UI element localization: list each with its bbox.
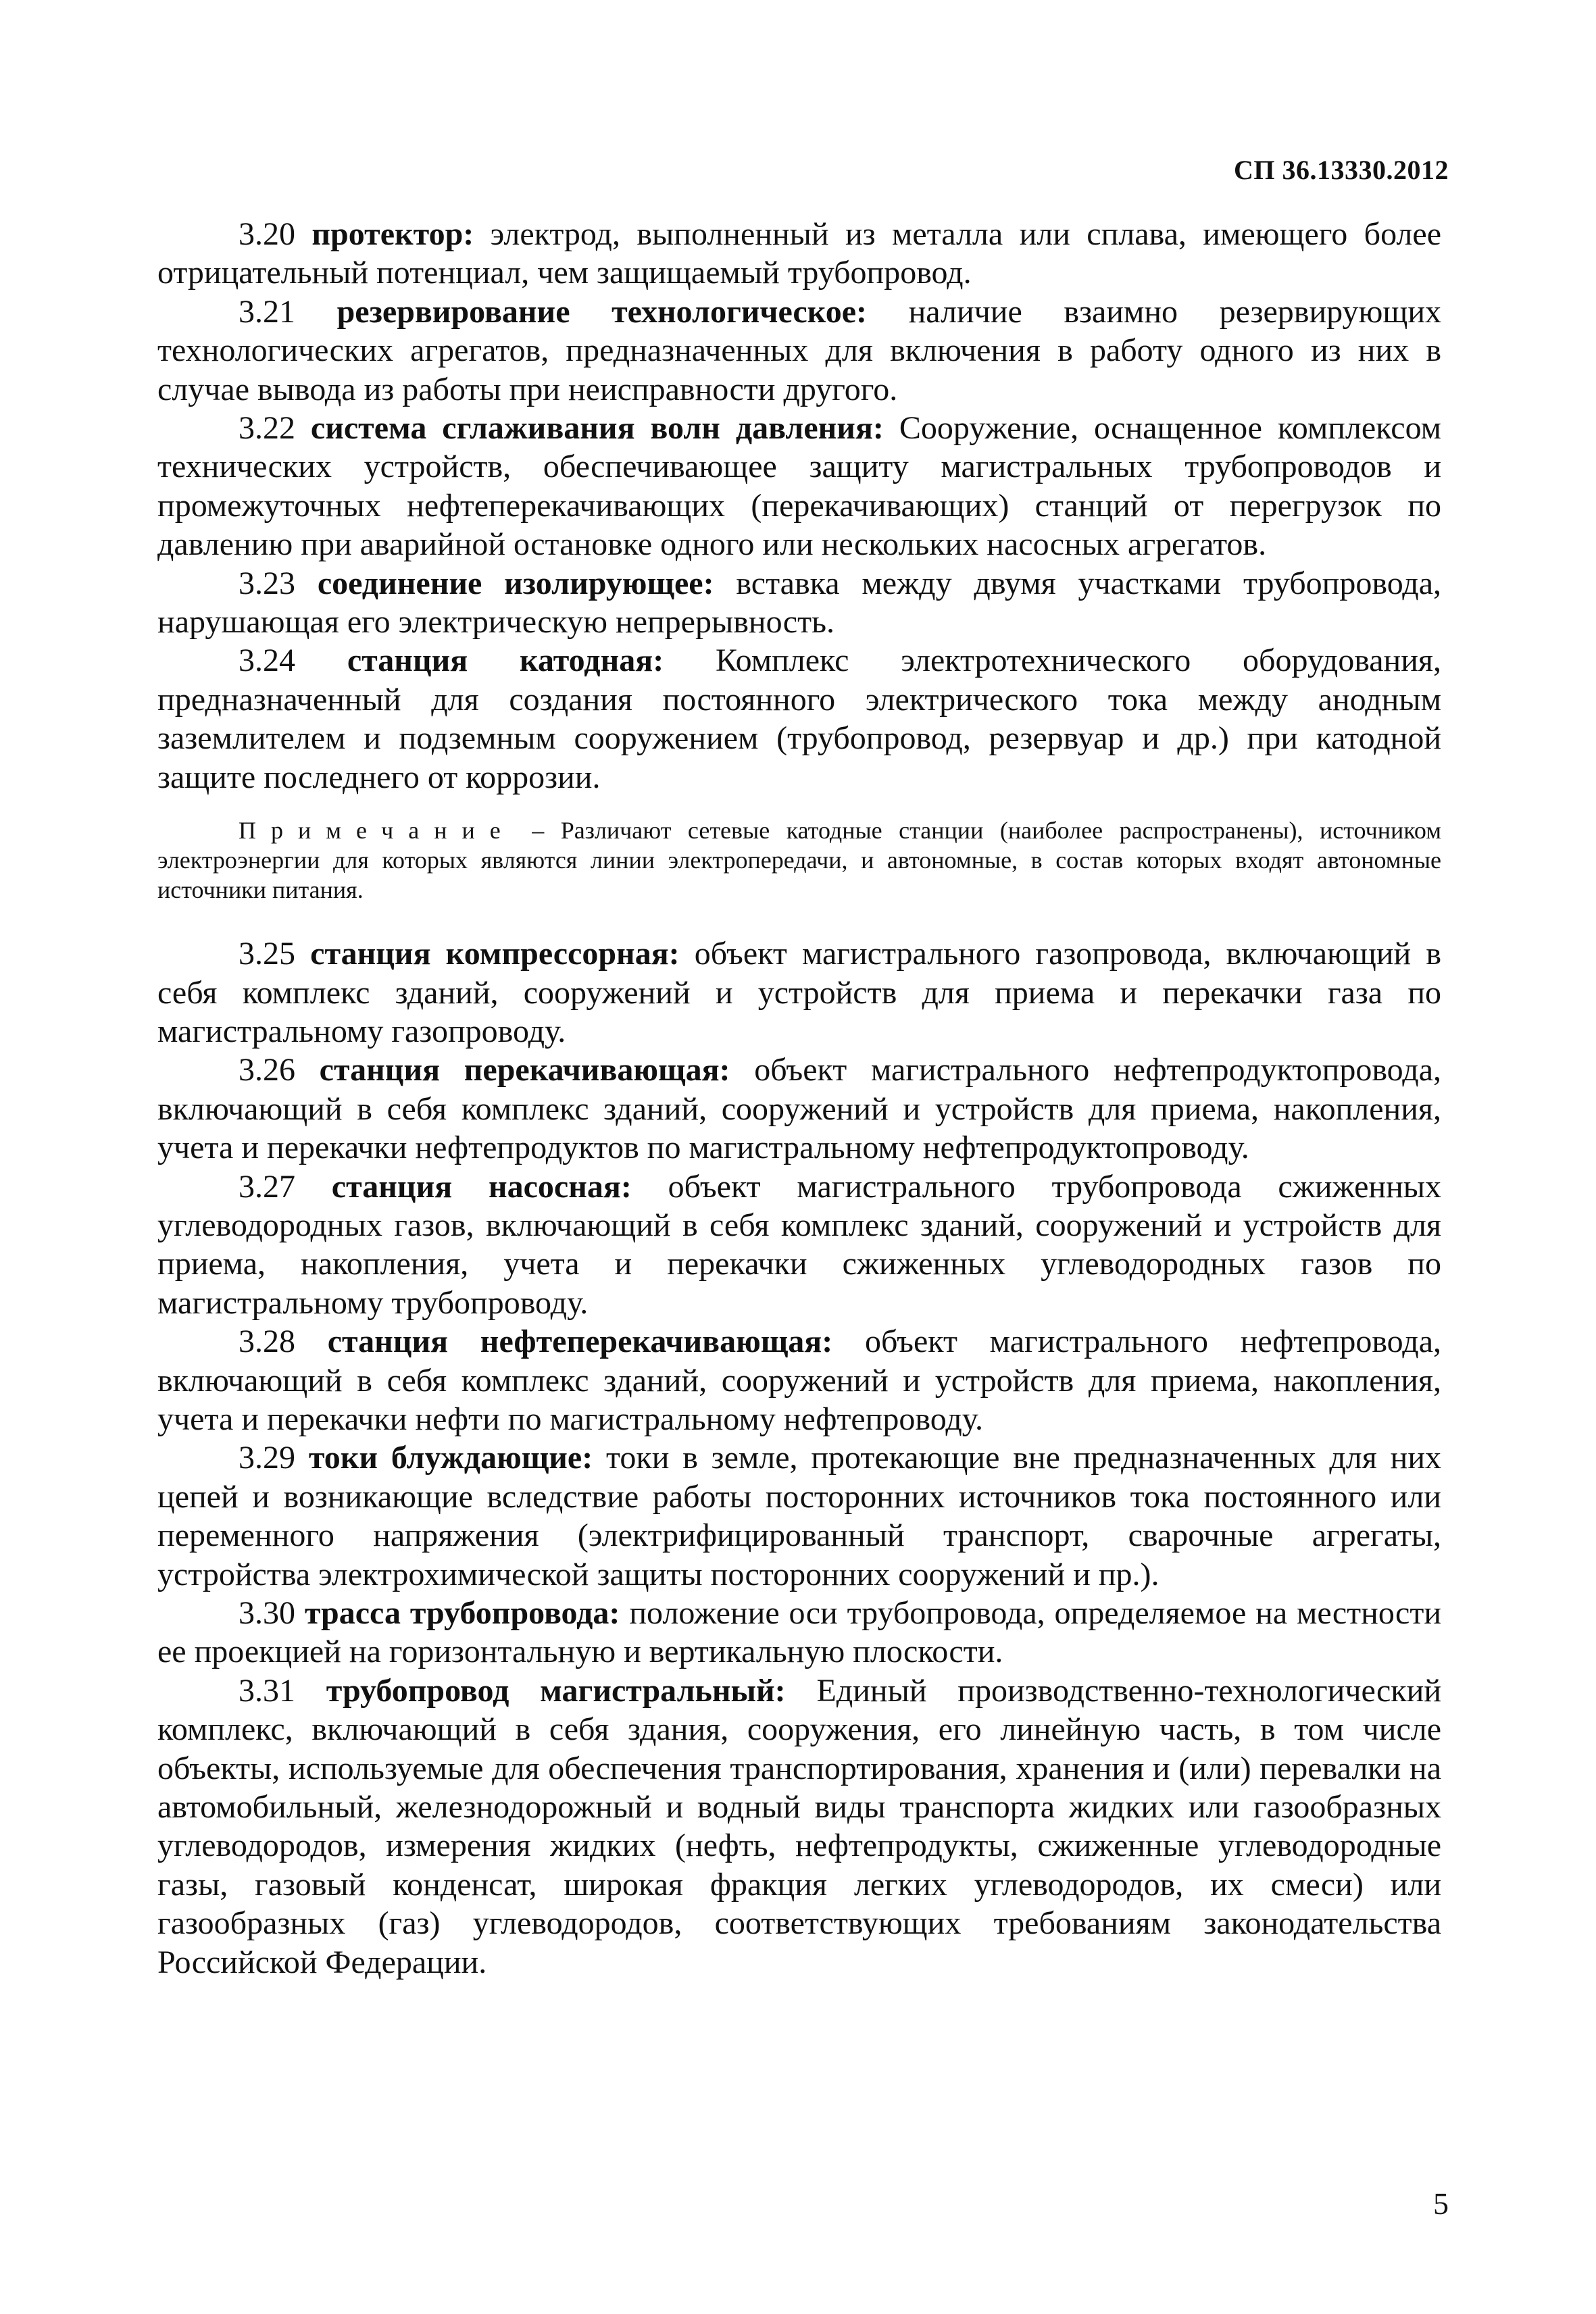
definition-text: Комплекс электротехнического оборудования, предназначенный для создания постоянного электрического тока между анодным заземлителем и подземным сооружением (трубопровод, резервуар и др.) при катодной защите последнего от коррозии. [157,643,1441,795]
definition-3-21 [157,293,1441,409]
definition-3-30 [157,1594,1441,1671]
definition-number: 3.30 [239,1595,295,1631]
definition-text: токи в земле, протекающие вне предназначенных для них цепей и возникающие вследствие работы посторонних источников тока постоянного или переменного напряжения (электрифицированный транспорт, сварочные агрегаты, устройства электрохимической защиты посторонних сооружений и пр.). [157,1440,1442,1592]
definition-text: объект магистрального газопровода, включающий в себя комплекс зданий, сооружений и устройств для приема и перекачки газа по магистральному газопроводу. [157,936,1442,1049]
definition-term: резервирование технологическое: [336,293,867,330]
definition-number: 3.20 [239,216,295,252]
definition-3-25 [157,934,1441,1051]
definition-term: система сглаживания волн давления: [310,410,884,447]
definition-term: станция катодная: [347,643,664,679]
definition-number: 3.22 [239,410,295,447]
definition-text: объект магистрального трубопровода сжиженных углеводородных газов, включающий в себя комплекс зданий, сооружений и устройств для приема, накопления, учета и перекачки сжиженных углеводородных газов по магистральному трубопроводу. [157,1168,1442,1321]
definition-term: станция насосная: [331,1168,632,1205]
definition-text: объект магистрального нефтепровода, включающий в себя комплекс зданий, сооружений и устройств для приема, накопления, учета и перекачки нефти по магистральному нефтепроводу. [157,1324,1442,1437]
definition-term: протектор: [311,216,474,252]
definition-term: станция перекачивающая: [319,1052,730,1088]
page-number: 5 [1433,2186,1449,2221]
document-code: СП 36.13330.2012 [1234,155,1449,185]
definition-text: вставка между двумя участками трубопровода, нарушающая его электрическую непрерывность. [157,565,1442,640]
definition-term: станция нефтеперекачивающая: [327,1324,833,1360]
definition-term: соединение изолирующее: [317,565,714,601]
definition-3-28 [157,1322,1441,1438]
note-label: Примечание [239,817,516,845]
definition-number: 3.21 [239,293,295,330]
definitions-list [157,215,1441,1982]
definition-3-20 [157,215,1441,293]
definition-3-23 [157,564,1441,642]
definition-3-24 [157,641,1441,797]
definition-3-31 [157,1671,1441,1982]
definition-term: трубопровод магистральный: [326,1672,786,1709]
definition-3-27 [157,1167,1441,1323]
definition-text: положение оси трубопровода, определяемое на местности ее проекцией на горизонтальную и вертикальную плоскости. [157,1595,1442,1670]
definition-term: токи блуждающие: [308,1440,593,1476]
definition-3-29 [157,1438,1441,1594]
definition-text: электрод, выполненный из металла или сплава, имеющего более отрицательный потенциал, чем защищаемый трубопровод. [157,216,1441,291]
definition-number: 3.26 [239,1052,295,1088]
definition-text: наличие взаимно резервирующих технологических агрегатов, предназначенных для включения в работу одного из них в случае вывода из работы при неисправности другого. [157,293,1442,407]
definition-3-26 [157,1051,1441,1167]
definition-term: станция компрессорная: [310,936,680,972]
definition-number: 3.28 [239,1324,295,1360]
note-text: – Различают сетевые катодные станции (наиболее распространены), источником электроэнергии для которых являются линии электропередачи, и автономные, в состав которых входят автономные источники питания. [157,817,1441,904]
definition-3-22 [157,409,1441,564]
definition-text: объект магистрального нефтепродуктопровода, включающий в себя комплекс зданий, сооружений и устройств для приема, накопления, учета и перекачки нефтепродуктов по магистральному нефтепродуктопроводу. [157,1052,1441,1166]
definition-number: 3.24 [239,643,295,679]
definition-text: Единый производственно-технологический комплекс, включающий в себя здания, сооружения, его линейную часть, в том числе объекты, используемые для обеспечения транспортирования, хранения и (или) перевалки на автомобильный, железнодорожный и водный виды транспорта жидких или газообразных углеводородов, измерения жидких (нефть, нефтепродукты, сжиженные углеводородные газы, газовый конденсат, широкая фракция легких углеводородов, их смеси) или газообразных (газ) углеводородов, соответствующих требованиям законодательства Российской Федерации. [157,1672,1441,1980]
definition-number: 3.25 [239,936,295,972]
definition-term: трасса трубопровода: [304,1595,620,1631]
definition-text: Сооружение, оснащенное комплексом технических устройств, обеспечивающее защиту магистральных трубопроводов и промежуточных нефтеперекачивающих (перекачивающих) станций от перегрузок по давлению при аварийной остановке одного или нескольких насосных агрегатов. [157,410,1442,563]
definition-number: 3.23 [239,565,295,601]
definition-number: 3.27 [239,1168,295,1205]
note-paragraph [157,815,1441,905]
definition-number: 3.31 [239,1672,295,1709]
definition-number: 3.29 [239,1440,295,1476]
